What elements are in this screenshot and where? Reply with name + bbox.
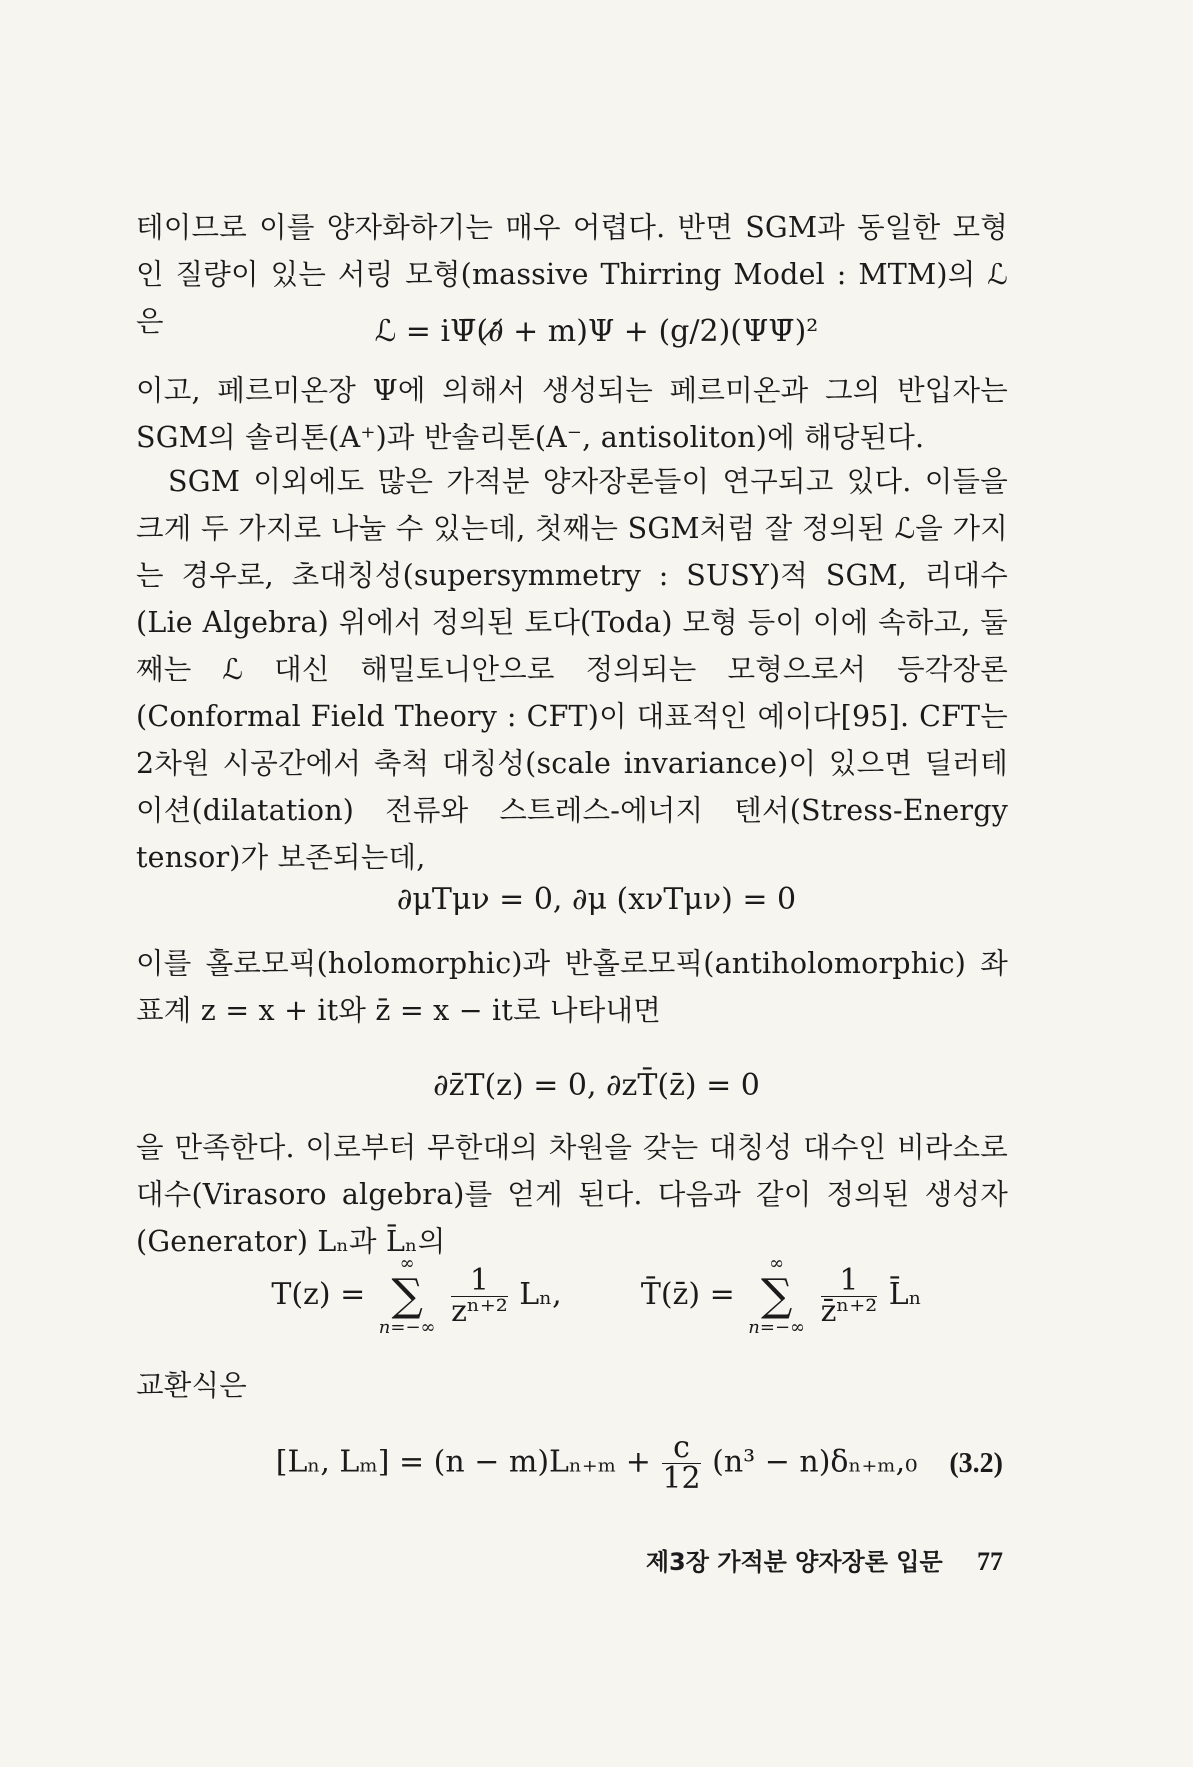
- equation-holomorphic: ∂z̄T(z) = 0, ∂zT̄(z̄) = 0: [433, 1068, 760, 1103]
- chapter-title: 제3장 가적분 양자장론 입문: [645, 1548, 943, 1576]
- sum-symbol-2: ∞ ∑ n=−∞: [748, 1253, 806, 1338]
- fraction-central-charge: [662, 1430, 701, 1496]
- equation-conservation: ∂μTμν = 0, ∂μ (xνTμν) = 0: [396, 882, 797, 917]
- paragraph-2: 이고, 페르미온장 Ψ에 의해서 생성되는 페르미온과 그의 반입자는 SGM의 솔리톤(A⁺)과 반솔리톤(A⁻, antisoliton)에 해당된다.: [136, 374, 1008, 454]
- fraction-denominator: z̄ⁿ⁺²: [820, 1293, 878, 1329]
- equation-mode-expansion: [0, 1255, 1193, 1337]
- paragraph-1: 테이므로 이를 양자화하기는 매우 어렵다. 반면 SGM과 동일한 모형인 질량이 있는 서링 모형(massive Thirring Model : MTM)의 ℒ은: [136, 211, 1008, 338]
- sum-symbol-1: ∞ ∑ n=−∞: [378, 1253, 436, 1338]
- paragraph-5: 을 만족한다. 이로부터 무한대의 차원을 갖는 대칭성 대수인 비라소로 대수(Virasoro algebra)를 얻게 된다. 다음과 같이 정의된 생성자(Generator) Lₙ과 L̄ₙ의: [136, 1131, 1008, 1258]
- eq4-lhs1: T(z) =: [271, 1277, 366, 1312]
- eq4-term2: L̄ₙ: [888, 1277, 922, 1312]
- page-footer: [646, 1542, 1003, 1577]
- fraction-2: [820, 1262, 878, 1329]
- page-number: 77: [977, 1547, 1003, 1576]
- equation-lagrangian: ℒ = iΨ̄(∂̸ + m)Ψ + (g/2)(ΨΨ̄)²: [374, 314, 819, 349]
- fraction-denominator: zⁿ⁺²: [451, 1293, 508, 1329]
- sum-upper-limit: ∞: [399, 1253, 415, 1274]
- fraction-1: [451, 1262, 508, 1329]
- paragraph-3: SGM 이외에도 많은 가적분 양자장론들이 연구되고 있다. 이들을 크게 두 가지로 나눌 수 있는데, 첫째는 SGM처럼 잘 정의된 ℒ을 가지는 경우로, 초대칭성(supersymmetry : SUSY)적 SGM, 리대수(Lie Algebra) 위에서 정의된 토다(Toda) 모형 등이 이에 속하고, 둘째는 ℒ 대신 해밀토니안으로 정의되는 모형으로서 등각장론(Conformal Field Theory : CFT)이 대표적인 예이다[95]. CFT는 2차원 시공간에서 축척 대칭성(scale invariance)이 있으면 딜러테이션(dilatation) 전류와 스트레스-에너지 텐서(Stress-Energy tensor)가 보존되는데,: [136, 465, 1008, 874]
- fraction-numerator: 1: [451, 1266, 508, 1297]
- eq5-left: [Lₙ, Lₘ] = (n − m)Lₙ₊ₘ +: [275, 1444, 651, 1480]
- paragraph-4: 이를 홀로모픽(holomorphic)과 반홀로모픽(antiholomorphic) 좌표계 z = x + it와 z̄ = x − it로 나타내면: [136, 947, 1008, 1027]
- sum-upper-limit: ∞: [769, 1253, 785, 1274]
- fraction-denominator: 12: [662, 1461, 701, 1496]
- fraction-numerator: c: [662, 1433, 700, 1464]
- sum-lower-limit: n=−∞: [748, 1317, 806, 1338]
- fraction-numerator: 1: [821, 1266, 878, 1297]
- equation-virasoro: [0, 1430, 1193, 1496]
- paragraph-6: 교환식은: [136, 1369, 247, 1402]
- eq4-lhs2: T̄(z̄) =: [640, 1277, 735, 1312]
- eq4-term1: Lₙ,: [519, 1277, 562, 1312]
- eq5-right: (n³ − n)δₙ₊ₘ,₀: [712, 1444, 918, 1480]
- equation-number: (3.2): [949, 1448, 1003, 1479]
- sum-lower-limit: n=−∞: [378, 1317, 436, 1338]
